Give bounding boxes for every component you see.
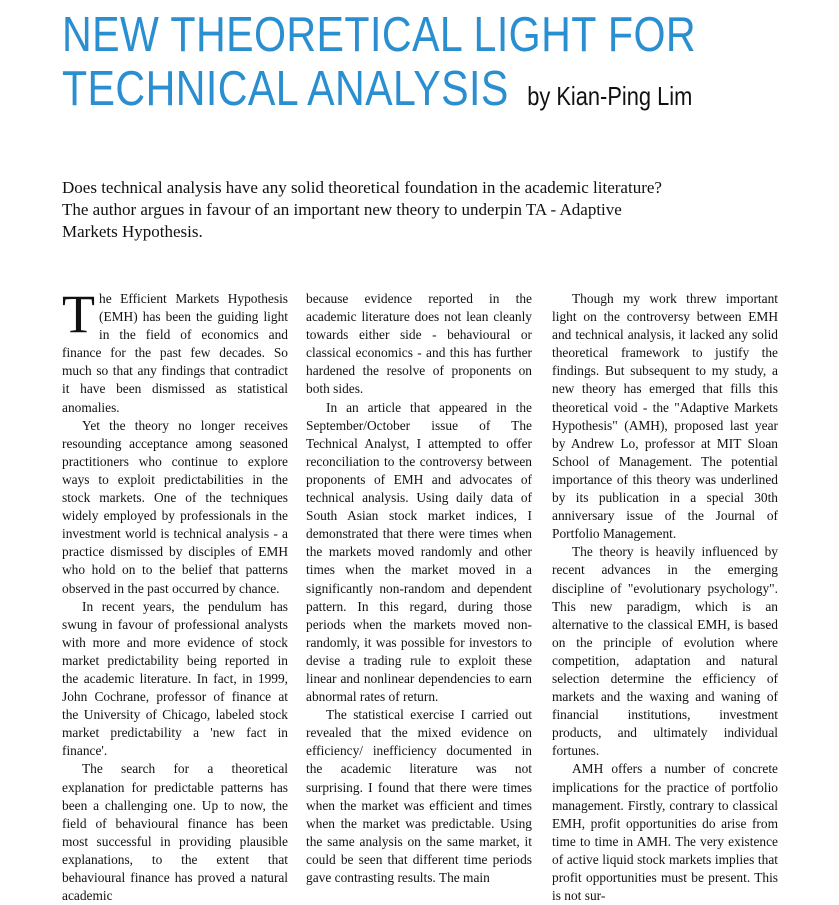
column-1 [62,284,288,904]
paragraph: Though my work threw important light on the controversy between EMH and technical analysis, it lacked any solid theoretical framework to justify the findings. But subsequent to my study, a new theory has emerged that fills this theoretical void - the "Adaptive Markets Hypothesis" (AMH), proposed last year by Andrew Lo, professor at MIT Sloan School of Management. The potential importance of this theory was underlined by its publication in a special 30th anniversary issue of the Journal of Portfolio Management. [552,291,778,542]
paragraph: The theory is heavily influenced by recent advances in the emerging discipline of "evolutionary psychology". This new paradigm, which is an alternative to the classical EMH, is based on the principle of evolution where competition, adaptation and natural selection determine the efficiency of markets and the waxing and waning of financial institutions, investment products, and ultimately individual fortunes. [552,544,778,759]
paragraph: The statistical exercise I carried out revealed that the mixed evidence on efficiency/ inefficiency documented in the academic literature was not surprising. I found that there were times when the market was efficient and times when the market was predictable. Using the same analysis on the same market, it could be seen that different time periods gave contrasting results. The main [306,707,532,885]
paragraph [62,284,288,417]
paragraph: The search for a theoretical explanation for predictable patterns has been a challenging one. Up to now, the field of behavioural finance has been most successful in providing plausible explanations, to the extent that behavioural finance has proved a natural academic [62,761,288,904]
paragraph: because evidence reported in the academic literature does not lean cleanly towards either side - behavioural or classical economics - and this has further hardened the resolve of proponents on both sides. [306,291,532,397]
title-line-1: NEW THEORETICAL LIGHT FOR [62,8,697,62]
column-2 [306,290,532,895]
article-title [62,8,700,123]
paragraph: In recent years, the pendulum has swung in favour of professional analysts with more and more evidence of stock market predictability being reported in the academic literature. In fact, in 1999, John Cochrane, professor of finance at the University of Chicago, labeled stock market predictability a 'new fact in finance'. [62,598,288,759]
paragraph-text: he Efficient Markets Hypothesis (EMH) has been the guiding light in the field of economics and finance for the past few decades. So much so that any findings that contradict it have been dismissed as statistical anomalies. [62,291,288,415]
byline: by Kian-Ping Lim [527,81,693,111]
title-line-2 [62,62,700,123]
paragraph: Yet the theory no longer receives resounding acceptance among seasoned practitioners who continue to explore ways to exploit predictabilities in the stock markets. One of the techniques widely employed by professionals in the investment world is technical analysis - a practice dismissed by disciples of EMH who hold on to the belief that patterns observed in the past occurred by chance. [62,417,288,596]
title-line-2-text: TECHNICAL ANALYSIS [62,62,509,116]
paragraph: In an article that appeared in the September/October issue of The Technical Analyst, I attempted to offer reconciliation to the controversy between proponents of EMH and advocates of technical analysis. Using daily data of South Asian stock market indices, I demonstrated that there were times when the markets moved randomly and other times when the market moved in a significantly non-random and dependent pattern. In this regard, during those periods when the markets moved non-randomly, it was possible for investors to devise a trading rule to exploit these linear and nonlinear dependencies to earn abnormal rates of return. [306,399,532,705]
paragraph: AMH offers a number of concrete implications for the practice of portfolio management. Firstly, contrary to classical EMH, profit opportunities do arise from time to time in AMH. The very existence of active liquid stock markets implies that profit opportunities must be present. This is not sur- [552,761,778,904]
drop-cap: T [62,284,95,344]
article-deck: Does technical analysis have any solid theoretical foundation in the academic literature? The author argues in favour of an important new theory to underpin TA - Adaptive Markets Hypothesis. [62,178,662,241]
column-3 [552,290,778,904]
